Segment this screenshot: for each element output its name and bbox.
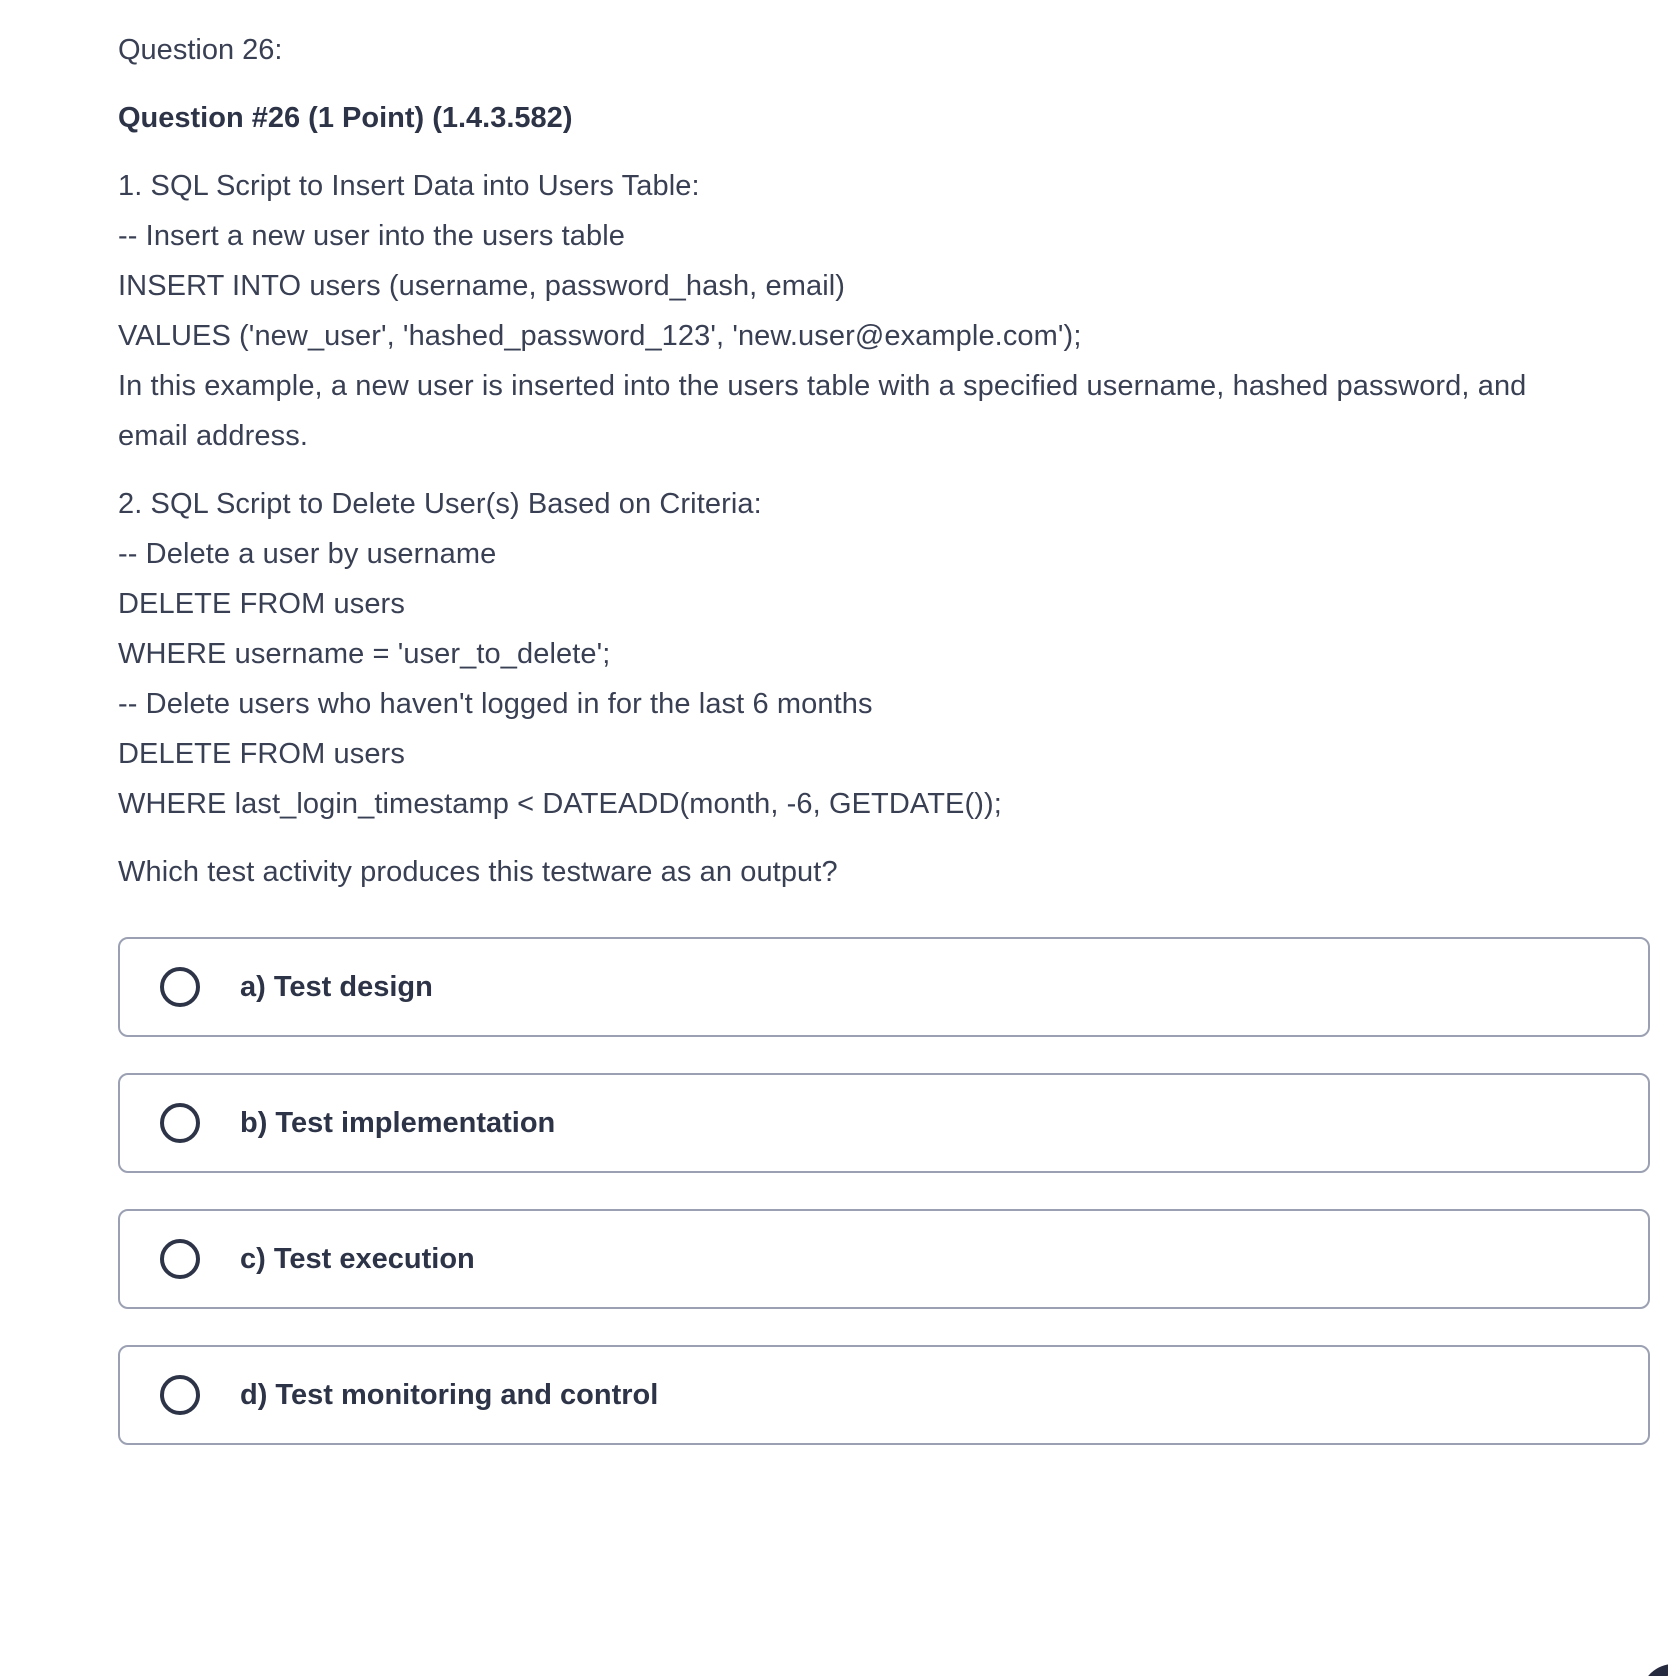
radio-button-icon[interactable] — [160, 1239, 200, 1279]
text-line: -- Delete users who haven't logged in for the last 6 months — [118, 688, 873, 720]
question-title: Question #26 (1 Point) (1.4.3.582) — [118, 102, 573, 134]
option-a-test-design[interactable] — [118, 937, 1650, 1037]
text-line: DELETE FROM users — [118, 588, 405, 620]
text-line: DELETE FROM users — [118, 738, 405, 770]
text-line: email address. — [118, 420, 308, 452]
text-line: WHERE username = 'user_to_delete'; — [118, 638, 611, 670]
radio-button-icon[interactable] — [160, 967, 200, 1007]
text-line: 1. SQL Script to Insert Data into Users Table: — [118, 170, 700, 202]
option-b-label: b) Test implementation — [240, 1106, 556, 1139]
text-line: INSERT INTO users (username, password_hash, email) — [118, 270, 846, 302]
text-block — [118, 479, 1650, 829]
radio-button-icon[interactable] — [160, 1103, 200, 1143]
text-line: 2. SQL Script to Delete User(s) Based on Criteria: — [118, 488, 762, 520]
question-body — [118, 161, 1650, 897]
text-block — [118, 847, 1650, 897]
option-d-test-monitoring-and-control[interactable] — [118, 1345, 1650, 1445]
option-c-label: c) Test execution — [240, 1242, 475, 1275]
text-line: -- Insert a new user into the users table — [118, 220, 626, 252]
text-line: VALUES ('new_user', 'hashed_password_123', 'new.user@example.com'); — [118, 320, 1082, 352]
option-c-test-execution[interactable] — [118, 1209, 1650, 1309]
radio-button-icon[interactable] — [160, 1375, 200, 1415]
text-line: In this example, a new user is inserted into the users table with a specified username, hashed password, and — [118, 370, 1527, 402]
text-line: -- Delete a user by username — [118, 538, 497, 570]
question-number-header: Question 26: — [118, 34, 283, 66]
text-line: WHERE last_login_timestamp < DATEADD(month, -6, GETDATE()); — [118, 788, 1002, 820]
option-a-label: a) Test design — [240, 970, 433, 1003]
floating-button-fragment[interactable] — [1640, 1664, 1668, 1676]
text-block — [118, 161, 1650, 461]
answer-options — [118, 937, 1650, 1445]
option-d-label: d) Test monitoring and control — [240, 1378, 659, 1411]
text-line: Which test activity produces this testware as an output? — [118, 856, 838, 888]
option-b-test-implementation[interactable] — [118, 1073, 1650, 1173]
question-container — [118, 0, 1650, 1481]
